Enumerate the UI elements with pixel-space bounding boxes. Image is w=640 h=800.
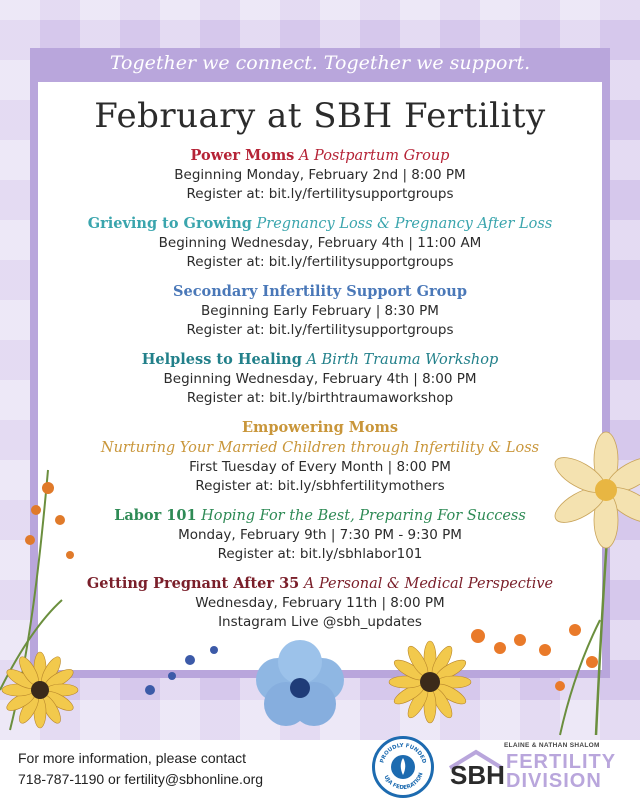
event-name: Labor 101 bbox=[114, 507, 197, 524]
event-subtitle: Pregnancy Loss & Pregnancy After Loss bbox=[256, 216, 553, 232]
daffodil-icon bbox=[550, 432, 640, 548]
event-date: Monday, February 9th | 7:30 PM - 9:30 PM bbox=[178, 527, 462, 543]
event-name: Helpless to Healing bbox=[141, 351, 302, 368]
tagline: Together we connect. Together we support. bbox=[109, 52, 531, 74]
badge-bottom-text: UJA FEDERATION bbox=[382, 771, 425, 792]
event-date: Wednesday, February 11th | 8:00 PM bbox=[195, 595, 445, 611]
badge-ring-icon bbox=[375, 739, 431, 795]
contact-line: For more information, please contact bbox=[18, 750, 246, 766]
event-name: Power Moms bbox=[190, 147, 295, 164]
event-date: Beginning Wednesday, February 4th | 8:00 PM bbox=[163, 371, 477, 387]
stem-icon bbox=[560, 620, 600, 735]
event-date: Beginning Wednesday, February 4th | 11:00 AM bbox=[158, 235, 482, 251]
contact-info bbox=[18, 748, 263, 790]
badge-top-text: PROUDLY FUNDED bbox=[379, 742, 427, 765]
blue-flower-icon bbox=[145, 646, 218, 695]
event-instagram-link[interactable]: Instagram Live @sbh_updates bbox=[218, 614, 422, 630]
event-subtitle: A Postpartum Group bbox=[298, 148, 450, 164]
orange-poppy-icon bbox=[471, 624, 598, 691]
blue-anemone-icon bbox=[256, 640, 344, 726]
event-register-link[interactable]: Register at: bit.ly/fertilitysupportgroups bbox=[186, 322, 454, 338]
event-name: Getting Pregnant After 35 bbox=[86, 575, 300, 592]
event-register-link[interactable]: Register at: bit.ly/fertilitysupportgroups bbox=[186, 254, 454, 270]
event-subtitle: Hoping For the Best, Preparing For Success bbox=[201, 508, 526, 524]
logo-fertility-text: FERTILITY bbox=[506, 751, 617, 773]
event-date: Beginning Early February | 8:30 PM bbox=[201, 303, 439, 319]
event-register-link[interactable]: Register at: bit.ly/sbhlabor101 bbox=[217, 546, 423, 562]
event-register-link[interactable]: Register at: bit.ly/fertilitysupportgroups bbox=[186, 186, 454, 202]
event-date: First Tuesday of Every Month | 8:00 PM bbox=[189, 459, 451, 475]
uja-federation-badge bbox=[372, 736, 434, 798]
event-register-link[interactable]: Register at: bit.ly/sbhfertilitymothers bbox=[195, 478, 445, 494]
event-subtitle: Nurturing Your Married Children through Infertility & Loss bbox=[100, 440, 540, 456]
logo-sbh-text: SBH bbox=[450, 760, 505, 790]
yellow-daisy-icon bbox=[389, 641, 471, 723]
event-subtitle: A Personal & Medical Perspective bbox=[303, 576, 554, 592]
event-name: Empowering Moms bbox=[241, 419, 399, 436]
event-name: Secondary Infertility Support Group bbox=[173, 283, 467, 300]
event-register-link[interactable]: Register at: bit.ly/birthtraumaworkshop bbox=[186, 390, 454, 406]
page-title: February at SBH Fertility bbox=[94, 96, 546, 136]
event-subtitle: A Birth Trauma Workshop bbox=[306, 352, 499, 368]
contact-phone-email[interactable]: 718-787-1190 or fertility@sbhonline.org bbox=[18, 771, 264, 787]
event-name: Grieving to Growing bbox=[87, 215, 252, 232]
logo-top-text: ELAINE & NATHAN SHALOM bbox=[504, 742, 600, 749]
logo-division-text: DIVISION bbox=[506, 770, 602, 792]
event-date: Beginning Monday, February 2nd | 8:00 PM bbox=[174, 167, 466, 183]
sbh-fertility-logo bbox=[448, 742, 628, 794]
orange-blossom-icon bbox=[25, 482, 74, 559]
